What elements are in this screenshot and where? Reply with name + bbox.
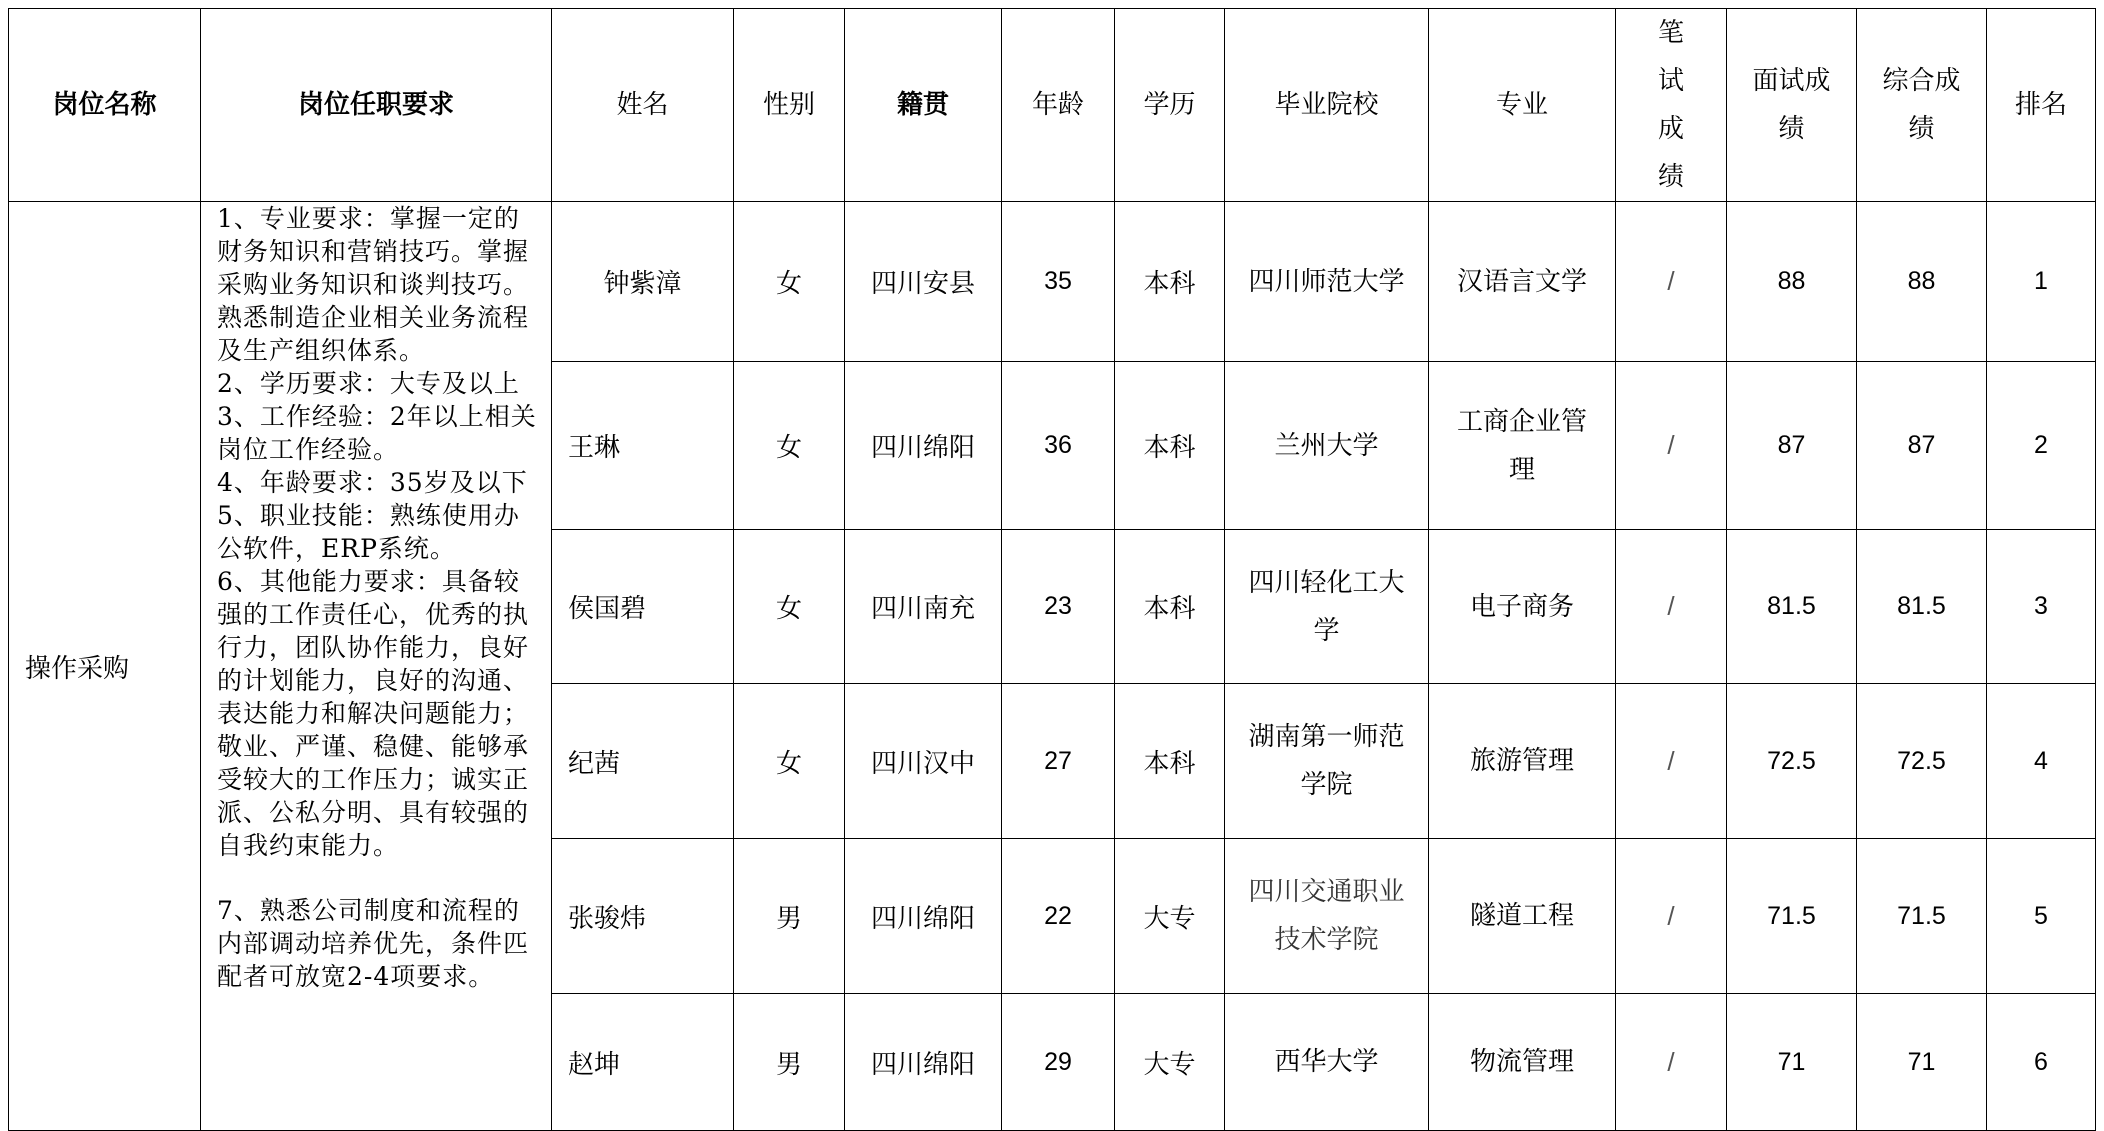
requirements-cell <box>201 202 552 1131</box>
header-rank: 排名 <box>1987 9 2096 202</box>
cell-written: / <box>1616 684 1727 839</box>
cell-age: 27 <box>1002 684 1115 839</box>
header-major: 专业 <box>1429 9 1616 202</box>
cell-age: 35 <box>1002 202 1115 362</box>
cell-interview: 88 <box>1727 202 1857 362</box>
cell-hometown: 四川南充 <box>845 530 1002 684</box>
cell-gender: 男 <box>734 839 845 994</box>
cell-rank: 2 <box>1987 362 2096 530</box>
cell-education: 本科 <box>1115 362 1225 530</box>
cell-education: 本科 <box>1115 530 1225 684</box>
cell-education: 大专 <box>1115 994 1225 1131</box>
cell-major: 隧道工程 <box>1429 839 1616 994</box>
requirement-item: 1、专业要求：掌握一定的财务知识和营销技巧。掌握采购业务知识和谈判技巧。熟悉制造企业相关业务流程及生产组织体系。 <box>217 204 530 365</box>
cell-name: 侯国碧 <box>552 530 734 684</box>
requirement-item: 4、年龄要求：35岁及以下 <box>217 468 528 497</box>
cell-written: / <box>1616 530 1727 684</box>
cell-school: 兰州大学 <box>1225 362 1429 530</box>
cell-written: / <box>1616 994 1727 1131</box>
cell-gender: 女 <box>734 362 845 530</box>
cell-rank: 5 <box>1987 839 2096 994</box>
cell-name: 纪茜 <box>552 684 734 839</box>
header-requirements: 岗位任职要求 <box>201 9 552 202</box>
cell-gender: 女 <box>734 530 845 684</box>
requirement-item: 6、其他能力要求：具备较强的工作责任心，优秀的执行力，团队协作能力，良好的计划能力，良好的沟通、表达能力和解决问题能力；敬业、严谨、稳健、能够承受较大的工作压力；诚实正派、公私分明、具有较强的自我约束能力。 <box>217 567 530 860</box>
header-school: 毕业院校 <box>1225 9 1429 202</box>
cell-interview: 81.5 <box>1727 530 1857 684</box>
cell-hometown: 四川绵阳 <box>845 839 1002 994</box>
requirement-item: 3、工作经验：2年以上相关岗位工作经验。 <box>217 402 537 464</box>
header-education: 学历 <box>1115 9 1225 202</box>
cell-interview: 87 <box>1727 362 1857 530</box>
header-position: 岗位名称 <box>9 9 201 202</box>
cell-total: 87 <box>1857 362 1987 530</box>
cell-rank: 6 <box>1987 994 2096 1131</box>
header-interview: 面试成绩 <box>1727 9 1857 202</box>
cell-name: 张骏炜 <box>552 839 734 994</box>
cell-total: 81.5 <box>1857 530 1987 684</box>
cell-written: / <box>1616 202 1727 362</box>
position-cell: 操作采购 <box>9 202 201 1131</box>
cell-hometown: 四川安县 <box>845 202 1002 362</box>
cell-school: 四川交通职业技术学院 <box>1225 839 1429 994</box>
header-hometown: 籍贯 <box>845 9 1002 202</box>
cell-written: / <box>1616 362 1727 530</box>
cell-education: 本科 <box>1115 202 1225 362</box>
cell-interview: 71.5 <box>1727 839 1857 994</box>
cell-school: 四川师范大学 <box>1225 202 1429 362</box>
cell-hometown: 四川汉中 <box>845 684 1002 839</box>
cell-age: 29 <box>1002 994 1115 1131</box>
cell-name: 赵坤 <box>552 994 734 1131</box>
requirement-item: 2、学历要求：大专及以上 <box>217 369 520 398</box>
table-row <box>9 202 2096 362</box>
cell-total: 71 <box>1857 994 1987 1131</box>
cell-name: 王琳 <box>552 362 734 530</box>
cell-hometown: 四川绵阳 <box>845 994 1002 1131</box>
cell-age: 22 <box>1002 839 1115 994</box>
header-total: 综合成绩 <box>1857 9 1987 202</box>
header-written: 笔试成绩 <box>1616 9 1727 202</box>
results-table <box>8 8 2096 1131</box>
cell-major: 旅游管理 <box>1429 684 1616 839</box>
header-row <box>9 9 2096 202</box>
cell-interview: 71 <box>1727 994 1857 1131</box>
cell-total: 88 <box>1857 202 1987 362</box>
cell-major: 工商企业管理 <box>1429 362 1616 530</box>
cell-education: 大专 <box>1115 839 1225 994</box>
cell-major: 电子商务 <box>1429 530 1616 684</box>
header-gender: 性别 <box>734 9 845 202</box>
cell-written: / <box>1616 839 1727 994</box>
cell-rank: 4 <box>1987 684 2096 839</box>
cell-school: 四川轻化工大学 <box>1225 530 1429 684</box>
cell-interview: 72.5 <box>1727 684 1857 839</box>
requirement-item: 5、职业技能：熟练使用办公软件，ERP系统。 <box>217 501 520 563</box>
cell-gender: 女 <box>734 202 845 362</box>
cell-school: 湖南第一师范学院 <box>1225 684 1429 839</box>
cell-age: 36 <box>1002 362 1115 530</box>
cell-total: 72.5 <box>1857 684 1987 839</box>
cell-gender: 女 <box>734 684 845 839</box>
cell-gender: 男 <box>734 994 845 1131</box>
cell-education: 本科 <box>1115 684 1225 839</box>
cell-major: 汉语言文学 <box>1429 202 1616 362</box>
cell-total: 71.5 <box>1857 839 1987 994</box>
cell-rank: 3 <box>1987 530 2096 684</box>
cell-name: 钟紫漳 <box>552 202 734 362</box>
cell-major: 物流管理 <box>1429 994 1616 1131</box>
header-age: 年龄 <box>1002 9 1115 202</box>
header-name: 姓名 <box>552 9 734 202</box>
requirement-item: 7、熟悉公司制度和流程的内部调动培养优先，条件匹配者可放宽2-4项要求。 <box>217 896 530 991</box>
cell-hometown: 四川绵阳 <box>845 362 1002 530</box>
cell-rank: 1 <box>1987 202 2096 362</box>
cell-age: 23 <box>1002 530 1115 684</box>
cell-school: 西华大学 <box>1225 994 1429 1131</box>
